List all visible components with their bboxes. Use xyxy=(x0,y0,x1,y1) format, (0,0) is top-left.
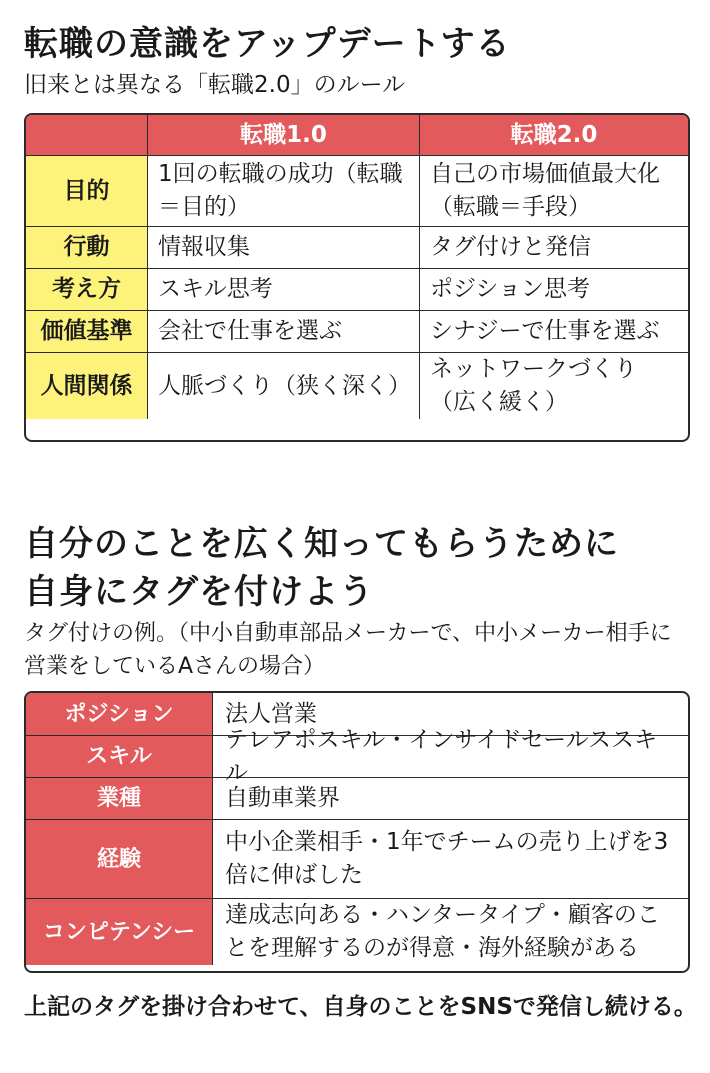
tag-label: スキル xyxy=(26,736,212,777)
table-row xyxy=(26,819,688,898)
row-value-1-0: スキル思考 xyxy=(147,269,419,310)
row-value-2-0: シナジーで仕事を選ぶ xyxy=(419,311,688,352)
row-label: 価値基準 xyxy=(26,311,147,352)
table-row xyxy=(26,155,688,226)
row-value-2-0: 自己の市場価値最大化（転職＝手段） xyxy=(419,156,688,226)
page-subtitle: 旧来とは異なる「転職2.0」のルール xyxy=(24,72,406,98)
section-title xyxy=(24,520,619,616)
row-label: 考え方 xyxy=(26,269,147,310)
tag-label: 業種 xyxy=(26,778,212,819)
page-title: 転職の意識をアップデートする xyxy=(24,24,511,64)
table-row xyxy=(26,352,688,419)
table-row xyxy=(26,226,688,268)
table-row xyxy=(26,898,688,965)
row-value-1-0: 1回の転職の成功（転職＝目的） xyxy=(147,156,419,226)
header-tenshoku-1-0: 転職1.0 xyxy=(147,115,419,155)
tag-value: 法人営業 xyxy=(212,693,688,735)
tag-label: 経験 xyxy=(26,820,212,898)
section-title-line: 自分のことを広く知ってもらうために xyxy=(24,524,619,564)
row-label: 人間関係 xyxy=(26,353,147,419)
footer-note: 上記のタグを掛け合わせて、自身のことをSNSで発信し続ける。 xyxy=(24,994,697,1020)
table-header-row xyxy=(26,115,688,155)
tag-example-table xyxy=(24,691,690,973)
tag-label: ポジション xyxy=(26,693,212,735)
row-value-2-0: ネットワークづくり（広く緩く） xyxy=(419,353,688,419)
table-row xyxy=(26,310,688,352)
tag-value: 中小企業相手・1年でチームの売り上げを3倍に伸ばした xyxy=(212,820,688,898)
row-value-2-0: ポジション思考 xyxy=(419,269,688,310)
header-corner-cell xyxy=(26,115,147,155)
tag-value: 自動車業界 xyxy=(212,778,688,819)
table-row xyxy=(26,726,688,786)
row-value-1-0: 会社で仕事を選ぶ xyxy=(147,311,419,352)
row-value-1-0: 情報収集 xyxy=(147,227,419,268)
section-title-line: 自身にタグを付けよう xyxy=(24,572,374,612)
comparison-table xyxy=(24,113,690,442)
row-value-2-0: タグ付けと発信 xyxy=(419,227,688,268)
table-row xyxy=(26,268,688,310)
tag-label: コンピテンシー xyxy=(26,899,212,965)
tag-value: 達成志向ある・ハンタータイプ・顧客のことを理解するのが得意・海外経験がある xyxy=(212,899,688,965)
table-row xyxy=(26,777,688,819)
header-tenshoku-2-0: 転職2.0 xyxy=(419,115,688,155)
tag-value: テレアポスキル・インサイドセールススキル xyxy=(212,736,688,777)
section-subtitle: タグ付けの例。（中小自動車部品メーカーで、中小メーカー相手に営業をしているAさんの場合） xyxy=(24,621,672,679)
row-value-1-0: 人脈づくり（狭く深く） xyxy=(147,353,419,419)
row-label: 行動 xyxy=(26,227,147,268)
row-label: 目的 xyxy=(26,156,147,226)
